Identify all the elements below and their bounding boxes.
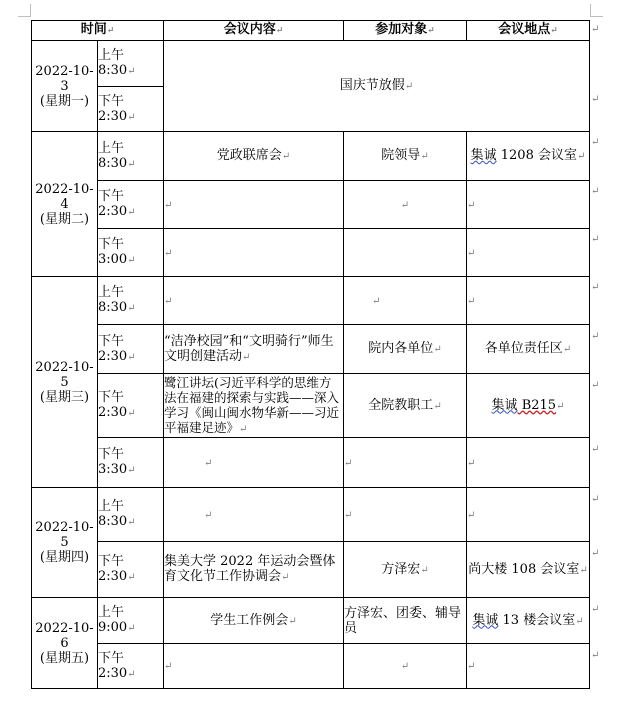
table-row bbox=[32, 41, 590, 87]
row-end-mark: ↵ bbox=[591, 650, 600, 661]
time-cell: 上午 8:30↵ bbox=[98, 132, 164, 181]
header-time: 时间↵ bbox=[32, 21, 164, 41]
content-cell: 集美大学 2022 年运动会暨体育文化节工作协调会↵ bbox=[164, 542, 344, 598]
participants-cell: 方泽宏↵ bbox=[344, 542, 467, 598]
content-cell: ↵ bbox=[164, 644, 344, 689]
row-end-mark: ↵ bbox=[591, 186, 600, 197]
participants-cell: ↵ bbox=[344, 644, 467, 689]
table-row bbox=[32, 644, 590, 689]
date-cell: 2022-10-5 (星期三) bbox=[32, 277, 98, 488]
row-end-mark: ↵ bbox=[591, 282, 600, 293]
table-row bbox=[32, 229, 590, 277]
header-content: 会议内容↵ bbox=[164, 21, 344, 41]
row-end-mark: ↵ bbox=[591, 94, 600, 105]
location-cell: 集诚 B215↵ bbox=[467, 374, 590, 438]
table-row bbox=[32, 181, 590, 229]
time-cell: 下午 2:30↵ bbox=[98, 374, 164, 438]
location-cell: 各单位责任区↵ bbox=[467, 325, 590, 374]
table-row bbox=[32, 374, 590, 438]
date-cell: 2022-10-5 (星期四) bbox=[32, 488, 98, 598]
date-cell: 2022-10-6 (星期五) bbox=[32, 598, 98, 689]
participants-cell: 院内各单位↵ bbox=[344, 325, 467, 374]
row-end-mark: ↵ bbox=[591, 331, 600, 342]
row-end-mark: ↵ bbox=[591, 234, 600, 245]
page-corner-mark-left bbox=[18, 4, 31, 17]
participants-cell bbox=[344, 229, 467, 277]
page-corner-mark-right bbox=[590, 4, 603, 17]
time-cell: 下午 2:30↵ bbox=[98, 87, 164, 132]
participants-cell: 院领导↵ bbox=[344, 132, 467, 181]
header-row bbox=[32, 21, 590, 41]
row-end-mark: ↵ bbox=[591, 380, 600, 391]
row-end-mark: ↵ bbox=[591, 24, 600, 35]
time-cell: 上午 8:30↵ bbox=[98, 41, 164, 87]
location-cell: 尚大楼 108 会议室↵ bbox=[467, 542, 590, 598]
location-cell: ↵ bbox=[467, 181, 590, 229]
participants-cell: ↵ bbox=[344, 277, 467, 325]
location-cell: ↵ bbox=[467, 644, 590, 689]
date-cell: 2022-10-3 (星期一) bbox=[32, 41, 98, 132]
table-row bbox=[32, 132, 590, 181]
header-participants: 参加对象↵ bbox=[344, 21, 467, 41]
participants-cell: ↵ bbox=[344, 181, 467, 229]
time-cell: 上午 8:30↵ bbox=[98, 488, 164, 542]
participants-cell: 方泽宏、团委、辅导员 bbox=[344, 598, 467, 644]
row-end-mark: ↵ bbox=[591, 137, 600, 148]
table-row bbox=[32, 325, 590, 374]
time-cell: 上午 9:00↵ bbox=[98, 598, 164, 644]
participants-cell: ↵ bbox=[344, 438, 467, 488]
location-cell: ↵ bbox=[467, 488, 590, 542]
content-cell: ↵ bbox=[164, 277, 344, 325]
content-cell: 鹭江讲坛(习近平科学的思维方法在福建的探索与实践——深入学习《闽山闽水物华新——习近平福建足迹》↵ bbox=[164, 374, 344, 438]
table-row bbox=[32, 598, 590, 644]
row-end-mark: ↵ bbox=[591, 444, 600, 455]
row-end-mark: ↵ bbox=[591, 604, 600, 615]
meeting-schedule-table bbox=[31, 20, 590, 689]
table-row bbox=[32, 488, 590, 542]
content-cell: ↵ bbox=[164, 229, 344, 277]
row-end-mark: ↵ bbox=[591, 494, 600, 505]
content-cell: 学生工作例会↵ bbox=[164, 598, 344, 644]
content-cell: ↵ bbox=[164, 438, 344, 488]
time-cell: 下午 2:30↵ bbox=[98, 644, 164, 689]
time-cell: 下午 2:30↵ bbox=[98, 181, 164, 229]
time-cell: 上午 8:30↵ bbox=[98, 277, 164, 325]
participants-cell: 全院教职工↵ bbox=[344, 374, 467, 438]
holiday-cell: 国庆节放假↵ bbox=[164, 41, 590, 132]
content-cell: 党政联席会↵ bbox=[164, 132, 344, 181]
content-cell: ↵ bbox=[164, 181, 344, 229]
table-row bbox=[32, 277, 590, 325]
date-cell: 2022-10-4 (星期二) bbox=[32, 132, 98, 277]
location-cell: ↵ bbox=[467, 277, 590, 325]
header-location: 会议地点↵ bbox=[467, 21, 590, 41]
time-cell: 下午 3:00↵ bbox=[98, 229, 164, 277]
table-row bbox=[32, 438, 590, 488]
location-cell: ↵ bbox=[467, 229, 590, 277]
location-cell: 集诚 1208 会议室↵ bbox=[467, 132, 590, 181]
location-cell: 集诚 13 楼会议室↵ bbox=[467, 598, 590, 644]
participants-cell: ↵ bbox=[344, 488, 467, 542]
table-row bbox=[32, 542, 590, 598]
content-cell: ↵ bbox=[164, 488, 344, 542]
time-cell: 下午 2:30↵ bbox=[98, 542, 164, 598]
location-cell: ↵ bbox=[467, 438, 590, 488]
time-cell: 下午 3:30↵ bbox=[98, 438, 164, 488]
time-cell: 下午 2:30↵ bbox=[98, 325, 164, 374]
row-end-mark: ↵ bbox=[591, 548, 600, 559]
content-cell: “洁净校园”和“文明骑行”师生文明创建活动↵ bbox=[164, 325, 344, 374]
